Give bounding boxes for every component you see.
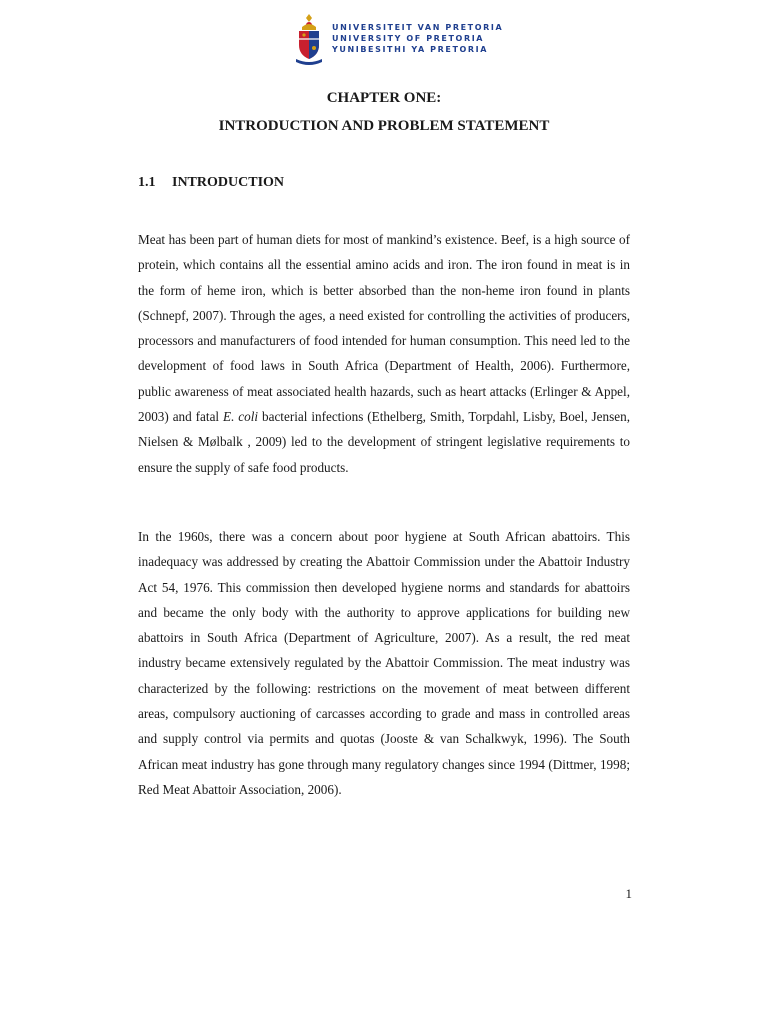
- chapter-title: INTRODUCTION AND PROBLEM STATEMENT: [218, 118, 550, 134]
- chapter-number-title: CHAPTER ONE:: [326, 90, 442, 106]
- section-heading: [138, 175, 284, 191]
- section-title: INTRODUCTION: [172, 175, 285, 190]
- paragraph-2: In the 1960s, there was a concern about poor hygiene at South African abattoirs. This inadequacy was addressed by creating the Abattoir Commission under the Abattoir Industry Act 54, 1976. This commission then developed hygiene norms and standards for abattoirs and became the only body with the authority to approve applications for building new abattoirs in South Africa (Department of Agriculture, 2007). As a result, the red meat industry became extensively regulated by the Abattoir Commission. The meat industry was characterized by the following: restrictions on the movement of meat between different areas, compulsory auctioning of carcasses according to grade and mass in controlled areas and supply control via permits and quotas (Jooste & van Schalkwyk, 1996). The South African meat industry has gone through many regulatory changes since 1994 (Dittmer, 1998; Red Meat Abattoir Association, 2006).: [138, 529, 630, 797]
- university-logo: [294, 12, 503, 66]
- university-names: [332, 23, 503, 55]
- section-number: 1.1: [138, 175, 156, 190]
- university-crest-icon: [294, 13, 324, 65]
- paragraph-1-text-b: bacterial infections (Ethelberg, Smith, Torpdahl, Lisby, Boel, Jensen, Nielsen & Mølbalk , 2009) led to the development of stringent legislative requirements to ensure the supply of safe food products.: [138, 409, 631, 475]
- paragraph-1-text-a: Meat has been part of human diets for most of mankind’s existence. Beef, is a high source of protein, which contains all the essential amino acids and iron. The iron found in meat is in the form of heme iron, which is better absorbed than the non-heme iron found in plants (Schnepf, 2007). Through the ages, a need existed for controlling the activities of producers, processors and manufacturers of food intended for human consumption. This need led to the development of food laws in South Africa (Department of Health, 2006). Furthermore, public awareness of meat associated health hazards, such as heart attacks (Erlinger & Appel, 2003) and fatal: [138, 232, 630, 425]
- page-number: 1: [625, 886, 632, 901]
- paragraph-1: [138, 227, 630, 480]
- university-name-sepedi: YUNIBESITHI YA PRETORIA: [332, 45, 489, 54]
- paragraph-1-species-name: E. coli: [223, 409, 259, 425]
- university-name-afrikaans: UNIVERSITEIT VAN PRETORIA: [332, 23, 504, 32]
- university-name-english: UNIVERSITY OF PRETORIA: [332, 34, 485, 43]
